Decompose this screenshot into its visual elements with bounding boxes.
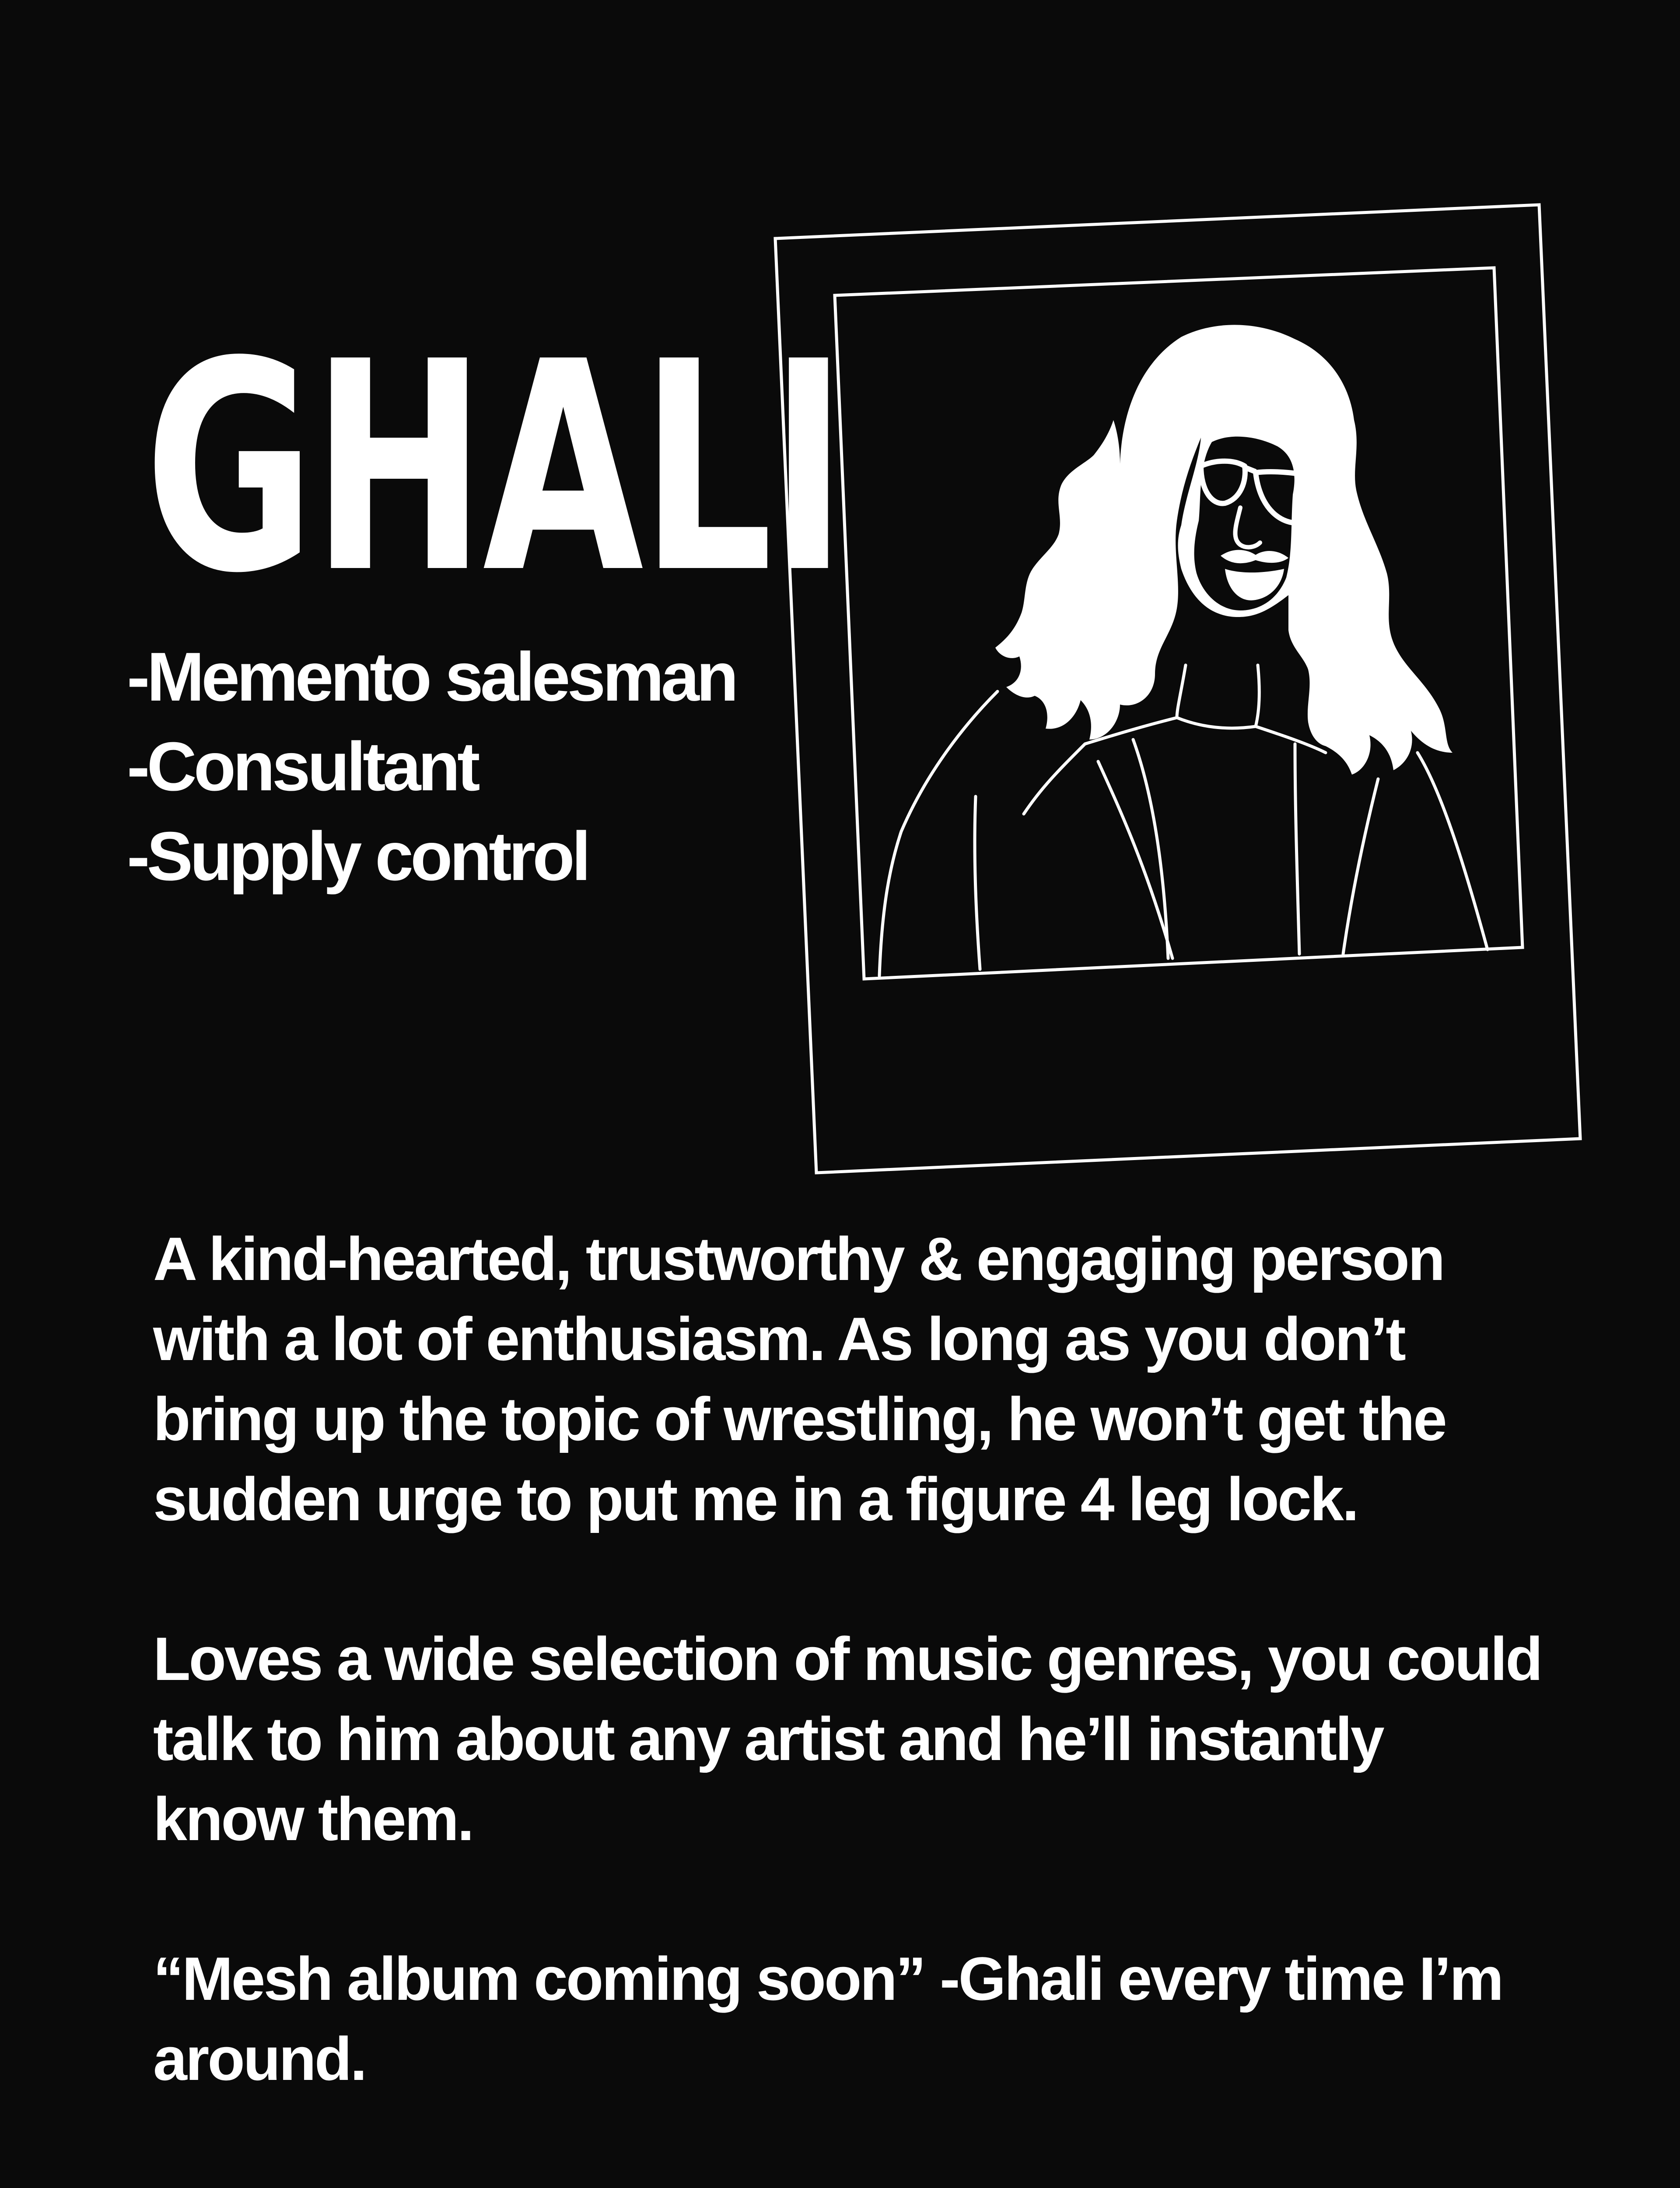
role-item: -Supply control bbox=[127, 818, 588, 895]
description-paragraph: A kind-hearted, trustworthy & engaging person with a lot of enthusiasm. As long as you don’t bring up the topic of wrestling, he won’t get the sudden urge to put me in a figure 4 leg lock. bbox=[153, 1224, 1446, 1533]
profile-name: GHALI bbox=[144, 300, 844, 636]
description-paragraph: Loves a wide selection of music genres, you could talk to him about any artist and he’ll instantly know them. bbox=[153, 1624, 1541, 1853]
role-item: -Memento salesman bbox=[127, 638, 736, 715]
role-item: -Consultant bbox=[127, 728, 477, 805]
description-paragraph: “Mesh album coming soon” -Ghali every time I’m around. bbox=[153, 1944, 1502, 2093]
